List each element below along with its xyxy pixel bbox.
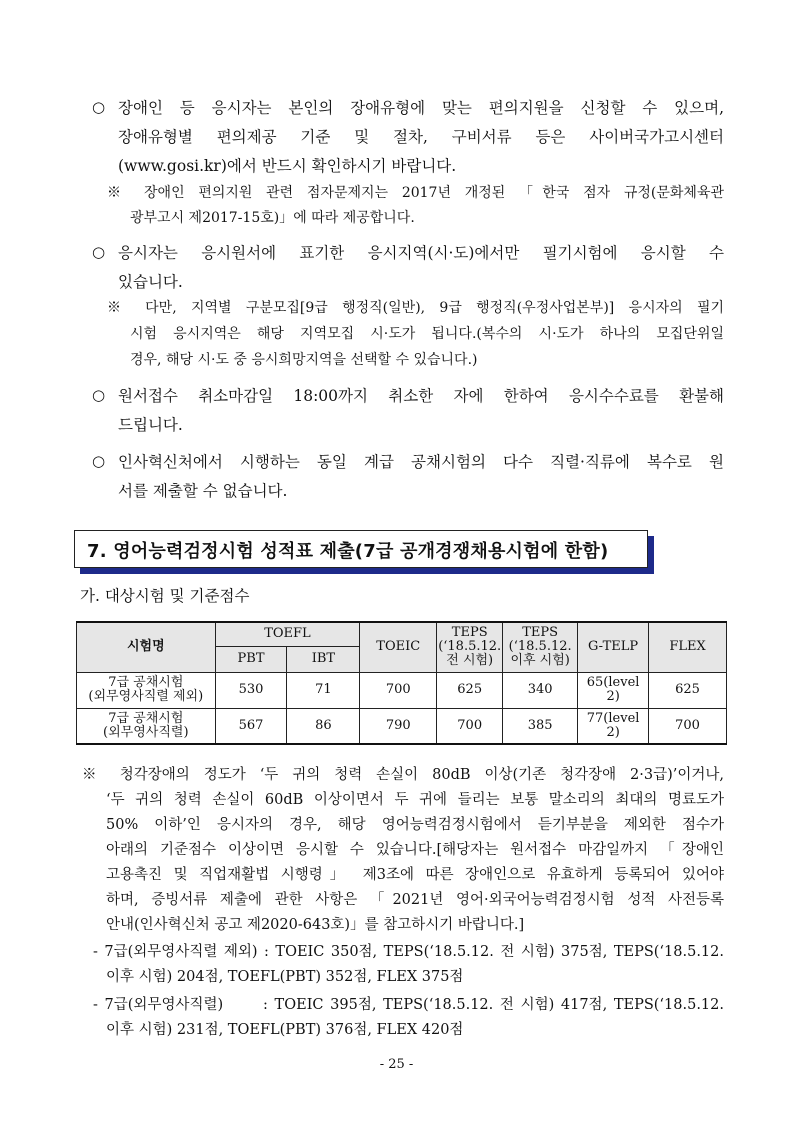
bullet-2-line-1: 응시자는 응시원서에 표기한 응시지역(시·도)에서만 필기시험에 응시할 수 bbox=[118, 244, 724, 262]
footnote-item-1-line-2: 이후 시험) 204점, TOEFL(PBT) 352점, FLEX 375점 bbox=[106, 969, 464, 985]
cell-gtelp: 65(level 2) bbox=[578, 672, 649, 708]
cell-gtelp: 77(level 2) bbox=[578, 708, 649, 744]
bullet-symbol: ○ bbox=[92, 243, 106, 261]
cell-toeic: 790 bbox=[360, 708, 437, 744]
table-row bbox=[77, 672, 727, 708]
footnote-item-2-line-1: - 7급(외무영사직렬) : TOEIC 395점, TEPS(‘18.5.12. 전 시험) 417점, TEPS(‘18.5.12. bbox=[93, 997, 724, 1013]
footnote-item-2-line-2: 이후 시험) 231점, TOEFL(PBT) 376점, FLEX 420점 bbox=[106, 1022, 464, 1038]
bullet-symbol: ○ bbox=[92, 386, 106, 404]
note-2-line-3: 경우, 해당 시·도 중 응시희망지역을 선택할 수 있습니다.) bbox=[130, 352, 478, 368]
header-pbt: PBT bbox=[215, 646, 287, 672]
bullet-symbol: ○ bbox=[92, 98, 106, 116]
score-table bbox=[76, 621, 727, 745]
header-teps-after-l3: 이후 시험) bbox=[510, 653, 570, 669]
footnote-line-3: 50% 이하’인 응시자의 경우, 해당 영어능력검정시험에서 듣기부분을 제외한 점수가 bbox=[106, 817, 724, 833]
row-exam-name bbox=[77, 672, 216, 708]
bullet-4-line-2: 서를 제출할 수 없습니다. bbox=[118, 482, 288, 500]
header-teps-before bbox=[437, 622, 503, 672]
header-teps-before-l3: 전 시험) bbox=[446, 653, 494, 669]
table-row bbox=[77, 708, 727, 744]
bullet-symbol: ○ bbox=[92, 452, 106, 470]
cell-teps-after: 385 bbox=[503, 708, 578, 744]
cell-teps-after: 340 bbox=[503, 672, 578, 708]
bullet-4-line-1: 인사혁신처에서 시행하는 동일 계급 공채시험의 다수 직렬·직류에 복수로 원 bbox=[118, 453, 724, 471]
header-teps-after bbox=[503, 622, 578, 672]
footnote-line-4: 아래의 기준점수 이상이면 응시할 수 있습니다.[해당자는 원서접수 마감일까지 「장애인 bbox=[106, 842, 724, 858]
cell-toeic: 700 bbox=[360, 672, 437, 708]
header-flex: FLEX bbox=[649, 622, 727, 672]
cell-flex: 700 bbox=[649, 708, 727, 744]
bullet-3-line-2: 드립니다. bbox=[118, 416, 183, 434]
row-exam-name-l1: 7급 공채시험 bbox=[108, 710, 184, 726]
subsection-title: 가. 대상시험 및 기준점수 bbox=[80, 587, 250, 605]
section-heading: 7. 영어능력검정시험 성적표 제출(7급 공개경쟁채용시험에 한함) bbox=[87, 541, 609, 562]
header-teps-after-l1: TEPS bbox=[522, 625, 559, 641]
cell-ibt: 71 bbox=[287, 672, 360, 708]
cell-ibt: 86 bbox=[287, 708, 360, 744]
footnote-line-6: 하며, 증빙서류 제출에 관한 사항은 「2021년 영어·외국어능력검정시험 성적 사전등록 bbox=[106, 892, 724, 908]
note-2-line-2: 시험 응시지역은 해당 지역모집 시·도가 됩니다.(복수의 시·도가 하나의 모집단위일 bbox=[130, 326, 724, 342]
header-teps-before-l1: TEPS bbox=[451, 625, 488, 641]
footnote-item-1-line-1: - 7급(외무영사직렬 제외) : TOEIC 350점, TEPS(‘18.5.12. 전 시험) 375점, TEPS(‘18.5.12. bbox=[93, 944, 724, 960]
row-exam-name-l2: (외무영사직렬) bbox=[103, 724, 189, 740]
header-toefl: TOEFL bbox=[215, 622, 360, 646]
row-exam-name bbox=[77, 708, 216, 744]
header-toeic: TOEIC bbox=[360, 622, 437, 672]
bullet-1-line-1: 장애인 등 응시자는 본인의 장애유형에 맞는 편의지원을 신청할 수 있으며, bbox=[118, 99, 724, 117]
cell-pbt: 567 bbox=[215, 708, 287, 744]
note-2-line-1: ※ 다만, 지역별 구분모집[9급 행정직(일반), 9급 행정직(우정사업본부)] 응시자의 필기 bbox=[107, 300, 724, 316]
section-heading-box bbox=[74, 530, 648, 568]
footnote-line-2: ‘두 귀의 청력 손실이 60dB 이상이면서 두 귀에 들리는 보통 말소리의 최대의 명료도가 bbox=[106, 792, 724, 808]
cell-teps-before: 625 bbox=[437, 672, 503, 708]
cell-teps-before: 700 bbox=[437, 708, 503, 744]
footnote-line-7: 안내(인사혁신처 공고 제2020-643호)」를 참고하시기 바랍니다.] bbox=[106, 917, 525, 933]
page-number: - 25 - bbox=[379, 1057, 414, 1072]
cell-flex: 625 bbox=[649, 672, 727, 708]
bullet-1-line-3: (www.gosi.kr)에서 반드시 확인하시기 바랍니다. bbox=[118, 157, 457, 175]
header-exam-name: 시험명 bbox=[77, 622, 216, 672]
bullet-2-line-2: 있습니다. bbox=[118, 273, 183, 291]
footnote-line-1: ※ 청각장애의 정도가 ‘두 귀의 청력 손실이 80dB 이상(기존 청각장애 2·3급)’이거나, bbox=[82, 767, 724, 783]
header-teps-after-l2: (‘18.5.12. bbox=[508, 639, 572, 655]
footnote-line-5: 고용촉진 및 직업재활법 시행령」 제3조에 따른 장애인으로 유효하게 등록되어 있어야 bbox=[106, 867, 724, 883]
cell-pbt: 530 bbox=[215, 672, 287, 708]
bullet-3-line-1: 원서접수 취소마감일 18:00까지 취소한 자에 한하여 응시수수료를 환불해 bbox=[118, 387, 724, 405]
note-1-line-1: ※ 장애인 편의지원 관련 점자문제지는 2017년 개정된 「한국 점자 규정(문화체육관 bbox=[107, 185, 724, 201]
header-teps-before-l2: (‘18.5.12. bbox=[438, 639, 502, 655]
row-exam-name-l1: 7급 공채시험 bbox=[108, 675, 184, 690]
header-gtelp: G-TELP bbox=[578, 622, 649, 672]
note-1-line-2: 광부고시 제2017-15호)」에 따라 제공합니다. bbox=[130, 210, 415, 226]
row-exam-name-l2: (외무영사직렬 제외) bbox=[88, 689, 204, 704]
bullet-1-line-2: 장애유형별 편의제공 기준 및 절차, 구비서류 등은 사이버국가고시센터 bbox=[118, 128, 724, 146]
header-ibt: IBT bbox=[287, 646, 360, 672]
